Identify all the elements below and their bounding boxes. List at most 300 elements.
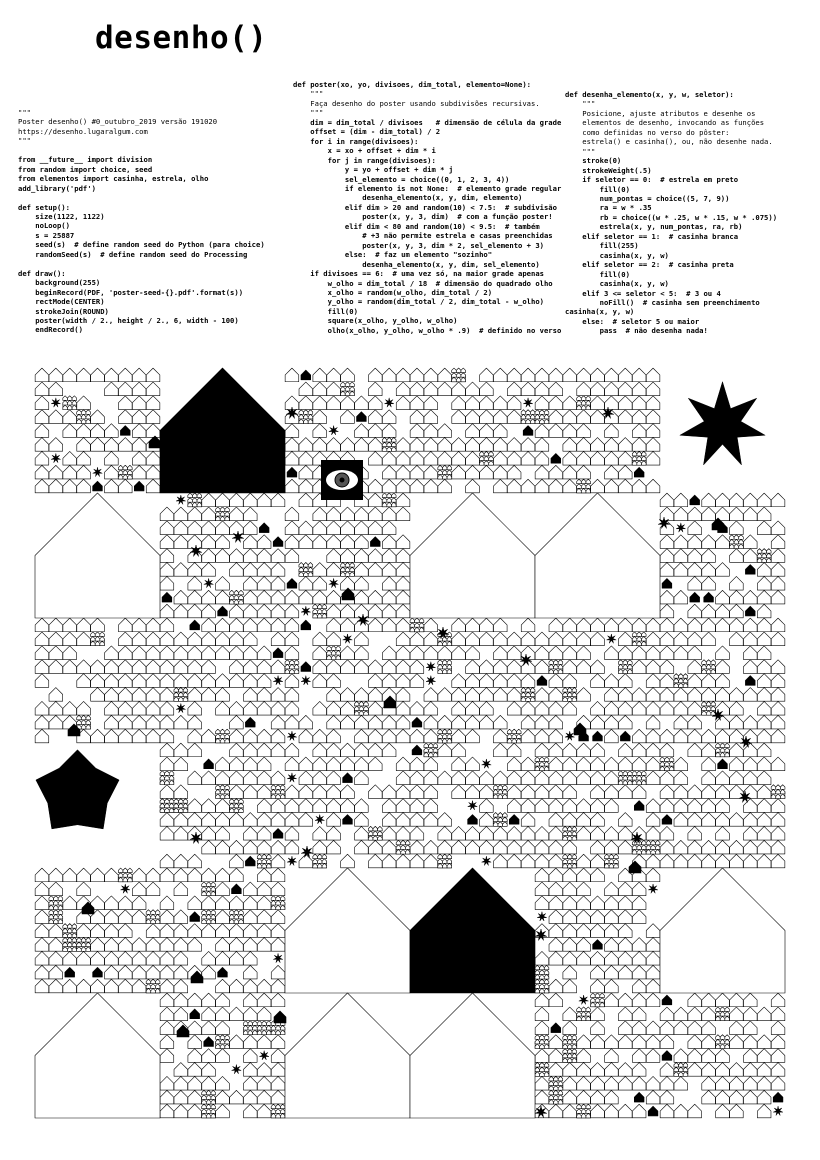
small-house [563, 924, 577, 938]
tiny-house [544, 1035, 549, 1040]
tiny-house [595, 993, 600, 998]
tiny-house [262, 1021, 267, 1026]
small-house [549, 465, 563, 479]
small-house [507, 438, 521, 452]
small-house [368, 715, 382, 729]
tiny-house [202, 1104, 207, 1109]
small-house [521, 479, 535, 493]
small-house [577, 799, 591, 813]
small-house [118, 688, 132, 702]
small-house [771, 660, 785, 674]
tiny-house [725, 1035, 730, 1040]
small-house [549, 382, 563, 396]
small-house [674, 799, 688, 813]
small-house [132, 438, 146, 452]
small-house [591, 924, 605, 938]
small-house [563, 813, 577, 827]
tiny-house [350, 562, 355, 567]
tiny-house [702, 660, 707, 665]
small-house [493, 410, 507, 424]
small-house [271, 924, 285, 938]
tiny-house [771, 785, 776, 790]
small-house [202, 1007, 216, 1021]
small-house [77, 479, 91, 493]
small-house [327, 590, 341, 604]
small-house [396, 590, 410, 604]
small-house [327, 368, 341, 382]
black-small-house [412, 717, 422, 727]
small-house [382, 576, 396, 590]
small-house [257, 1090, 271, 1104]
recursive-house-grid [35, 368, 785, 1118]
small-house [730, 701, 744, 715]
small-house [313, 646, 327, 660]
small-house [549, 785, 563, 799]
small-house [271, 549, 285, 563]
small-house [285, 368, 299, 382]
star-shape [287, 731, 296, 740]
small-house [202, 813, 216, 827]
small-house [368, 674, 382, 688]
small-house [105, 868, 119, 882]
small-house [577, 438, 591, 452]
small-house [257, 785, 271, 799]
small-house [257, 660, 271, 674]
small-house [382, 618, 396, 632]
tiny-house [359, 701, 364, 706]
tiny-house [169, 771, 174, 776]
tiny-house [521, 410, 526, 415]
small-house [160, 743, 174, 757]
small-house [271, 729, 285, 743]
small-house [424, 368, 438, 382]
tiny-house [49, 896, 54, 901]
small-house [243, 951, 257, 965]
small-house [368, 549, 382, 563]
small-house [618, 451, 632, 465]
small-house [466, 618, 480, 632]
small-house [382, 715, 396, 729]
small-house [605, 771, 619, 785]
small-house [702, 840, 716, 854]
small-house [230, 979, 244, 993]
star-shape [287, 856, 296, 865]
small-house [216, 535, 230, 549]
small-house [410, 771, 424, 785]
small-house [757, 813, 771, 827]
small-house [174, 924, 188, 938]
small-house [132, 368, 146, 382]
small-house [105, 424, 119, 438]
tiny-house [229, 799, 234, 804]
small-house [716, 1090, 730, 1104]
large-outline-house [535, 493, 660, 618]
small-house [480, 660, 494, 674]
small-house [160, 632, 174, 646]
small-house [341, 549, 355, 563]
small-house [174, 785, 188, 799]
small-house [646, 1035, 660, 1049]
small-house [591, 743, 605, 757]
small-house [230, 604, 244, 618]
small-house [632, 1007, 646, 1021]
tiny-house [387, 493, 392, 498]
tiny-house [211, 1104, 216, 1109]
small-house [243, 507, 257, 521]
small-house [466, 771, 480, 785]
small-house [243, 563, 257, 577]
small-house [91, 979, 105, 993]
small-house [230, 646, 244, 660]
small-house [535, 826, 549, 840]
small-house [271, 590, 285, 604]
small-house [605, 993, 619, 1007]
small-house [577, 410, 591, 424]
small-house [452, 743, 466, 757]
tiny-house [642, 632, 647, 637]
small-house [730, 1076, 744, 1090]
small-black-house [274, 1011, 286, 1023]
small-house [230, 868, 244, 882]
small-house [493, 715, 507, 729]
tiny-house [554, 660, 559, 665]
small-house [77, 618, 91, 632]
small-house [466, 646, 480, 660]
small-house [618, 826, 632, 840]
tiny-house [401, 840, 406, 845]
small-house [132, 729, 146, 743]
small-house [771, 757, 785, 771]
small-house [49, 660, 63, 674]
tiny-house [220, 1035, 225, 1040]
black-small-house [204, 759, 214, 769]
small-house [382, 799, 396, 813]
small-house [105, 674, 119, 688]
small-house [743, 660, 757, 674]
small-house [230, 1007, 244, 1021]
small-house [480, 424, 494, 438]
small-house [549, 799, 563, 813]
small-house [146, 924, 160, 938]
small-house [618, 924, 632, 938]
small-house [257, 604, 271, 618]
small-house [493, 646, 507, 660]
small-house [160, 563, 174, 577]
small-house [146, 465, 160, 479]
code-line: from random import choice, seed [18, 164, 153, 174]
small-house [216, 1104, 230, 1118]
small-house [591, 396, 605, 410]
small-house [480, 674, 494, 688]
small-house [646, 396, 660, 410]
small-house [216, 938, 230, 952]
small-house [466, 438, 480, 452]
small-house [563, 1076, 577, 1090]
small-house [632, 757, 646, 771]
code-line: background(255) [18, 278, 101, 288]
code-line: strokeJoin(ROUND) [18, 306, 109, 316]
tiny-house [100, 632, 105, 637]
small-house [410, 813, 424, 827]
code-line: elif dim > 20 and random(10) < 7.5: # subdivisão [293, 202, 557, 212]
small-house [49, 465, 63, 479]
small-house [327, 701, 341, 715]
code-line: fill(255) [565, 241, 639, 251]
small-house [202, 618, 216, 632]
small-house [285, 618, 299, 632]
small-house [188, 688, 202, 702]
small-house [507, 701, 521, 715]
small-house [257, 576, 271, 590]
small-house [452, 757, 466, 771]
small-house [160, 576, 174, 590]
small-house [605, 1035, 619, 1049]
small-house [660, 701, 674, 715]
small-house [730, 1063, 744, 1077]
small-house [507, 799, 521, 813]
small-house [216, 674, 230, 688]
small-house [424, 688, 438, 702]
small-house [243, 785, 257, 799]
small-house [605, 688, 619, 702]
small-house [382, 604, 396, 618]
small-house [577, 688, 591, 702]
small-house [63, 410, 77, 424]
small-house [563, 938, 577, 952]
small-house [674, 840, 688, 854]
small-house [243, 729, 257, 743]
star-shape [565, 731, 574, 740]
tiny-house [498, 812, 503, 817]
small-house [118, 479, 132, 493]
small-house [535, 840, 549, 854]
tiny-house [503, 812, 508, 817]
small-house [230, 938, 244, 952]
small-house [605, 757, 619, 771]
small-house [480, 688, 494, 702]
small-house [160, 1049, 174, 1063]
small-house [771, 729, 785, 743]
tiny-house [642, 840, 647, 845]
small-house [382, 840, 396, 854]
small-house [285, 632, 299, 646]
small-house [591, 674, 605, 688]
small-house [605, 799, 619, 813]
tiny-house [567, 1049, 572, 1054]
large-outline-house [35, 493, 160, 618]
black-small-house [65, 967, 75, 977]
small-house [299, 813, 313, 827]
small-house [313, 840, 327, 854]
tiny-house [345, 382, 350, 387]
small-house [160, 896, 174, 910]
small-house [632, 951, 646, 965]
small-house [257, 535, 271, 549]
small-house [757, 590, 771, 604]
tiny-house [206, 1090, 211, 1095]
small-house [605, 826, 619, 840]
black-small-house [704, 592, 714, 602]
small-house [118, 715, 132, 729]
tiny-house [354, 701, 359, 706]
small-house [632, 1049, 646, 1063]
small-house [618, 632, 632, 646]
small-house [368, 382, 382, 396]
star-shape [273, 953, 282, 962]
small-house [257, 1035, 271, 1049]
small-house [521, 757, 535, 771]
code-line: casinha(x, y, w) [565, 279, 669, 289]
small-house [91, 868, 105, 882]
small-house [618, 743, 632, 757]
small-house [382, 465, 396, 479]
small-house [243, 576, 257, 590]
small-house [563, 1063, 577, 1077]
star-shape [93, 467, 102, 476]
small-house [618, 688, 632, 702]
code-line: desenha_elemento(x, y, dim, sel_elemento) [293, 259, 540, 269]
small-house [618, 410, 632, 424]
small-house [757, 493, 771, 507]
small-house [257, 771, 271, 785]
small-house [591, 813, 605, 827]
code-line: from elementos import casinha, estrela, olho [18, 174, 209, 184]
small-house [730, 549, 744, 563]
small-house [49, 479, 63, 493]
small-house [660, 840, 674, 854]
small-house [105, 451, 119, 465]
small-house [771, 813, 785, 827]
small-house [35, 674, 49, 688]
small-house [216, 618, 230, 632]
small-house [188, 813, 202, 827]
black-small-house [551, 1023, 561, 1033]
small-house [230, 924, 244, 938]
tiny-house [535, 757, 540, 762]
small-house [646, 743, 660, 757]
code-line: estrela() e casinha(), ou, não desenhe nada. [565, 137, 773, 147]
small-house [382, 479, 396, 493]
small-house [757, 729, 771, 743]
small-house [674, 493, 688, 507]
small-house [382, 507, 396, 521]
small-house [466, 382, 480, 396]
small-house [49, 646, 63, 660]
small-house [771, 674, 785, 688]
small-house [368, 563, 382, 577]
small-house [591, 632, 605, 646]
small-house [646, 854, 660, 868]
small-house [632, 1035, 646, 1049]
small-house [410, 424, 424, 438]
small-house [313, 785, 327, 799]
tiny-house [396, 840, 401, 845]
small-house [452, 632, 466, 646]
small-house [591, 368, 605, 382]
black-small-house [468, 815, 478, 825]
small-house [466, 479, 480, 493]
tiny-house [484, 451, 489, 456]
small-house [285, 785, 299, 799]
tiny-house [549, 660, 554, 665]
small-house [271, 1049, 285, 1063]
small-house [396, 563, 410, 577]
code-line: y_olho = random(dim_total / 2, dim_total - w_olho) [293, 297, 544, 307]
small-house [202, 924, 216, 938]
small-house [327, 785, 341, 799]
small-house [35, 715, 49, 729]
small-house [243, 757, 257, 771]
small-house [313, 826, 327, 840]
small-house [688, 632, 702, 646]
tiny-house [554, 1090, 559, 1095]
small-house [174, 993, 188, 1007]
tiny-house [711, 701, 716, 706]
small-house [507, 674, 521, 688]
small-house [257, 674, 271, 688]
small-house [174, 757, 188, 771]
small-house [396, 382, 410, 396]
small-house [257, 701, 271, 715]
small-house [660, 618, 674, 632]
small-house [299, 576, 313, 590]
tiny-house [581, 479, 586, 484]
small-house [105, 938, 119, 952]
small-house [132, 396, 146, 410]
code-line: olho(x_olho, y_olho, w_olho * .9) # definido no verso [293, 325, 562, 335]
small-house [63, 618, 77, 632]
small-house [257, 896, 271, 910]
small-house [618, 910, 632, 924]
small-house [452, 382, 466, 396]
code-line: # +3 não permite estrela e casas preenchidas [293, 231, 553, 241]
small-house [202, 951, 216, 965]
small-house [618, 965, 632, 979]
small-house [660, 729, 674, 743]
small-house [674, 563, 688, 577]
small-house [368, 479, 382, 493]
small-house [132, 618, 146, 632]
small-house [521, 438, 535, 452]
code-line: """ [565, 146, 596, 156]
small-house [77, 451, 91, 465]
small-house [216, 493, 230, 507]
code-line: if divisoes == 6: # uma vez só, na maior grade apenas [293, 269, 544, 279]
tiny-house [267, 854, 272, 859]
small-house [549, 701, 563, 715]
small-house [466, 701, 480, 715]
small-house [313, 424, 327, 438]
tiny-house [618, 660, 623, 665]
small-house [743, 757, 757, 771]
small-house [535, 729, 549, 743]
small-house [577, 1076, 591, 1090]
small-house [410, 465, 424, 479]
black-small-house [273, 648, 283, 658]
small-house [743, 1035, 757, 1049]
star-shape [482, 759, 491, 768]
small-house [160, 1090, 174, 1104]
small-house [355, 632, 369, 646]
tiny-house [655, 840, 660, 845]
small-house [591, 618, 605, 632]
small-house [174, 1090, 188, 1104]
tiny-house [512, 729, 517, 734]
small-house [202, 590, 216, 604]
small-house [188, 646, 202, 660]
small-house [535, 868, 549, 882]
small-house [507, 382, 521, 396]
